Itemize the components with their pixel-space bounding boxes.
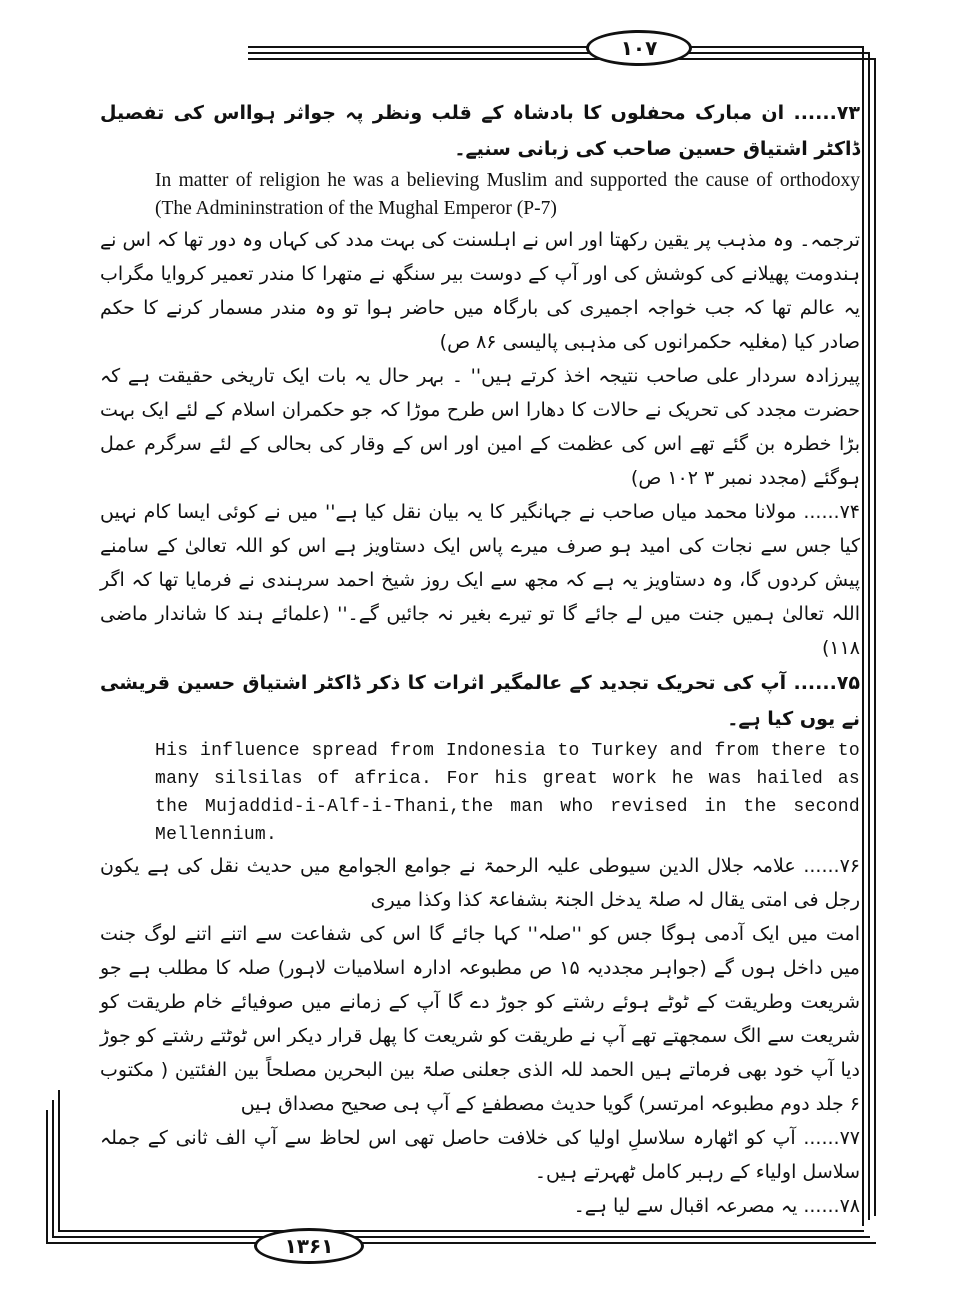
note-76: ۷۶...... علامہ جلال الدین سیوطی علیہ الرحمۃ نے جوامع الجوامع میں حدیث نقل کی ہے یکون رجل فی امتی یقال لہ صلۃ یدخل الجنۃ بشفاعۃ کذا وکذا میری (100, 855, 860, 911)
frame-top-line-2 (248, 52, 870, 54)
note-74: ۷۴...... مولانا محمد میاں صاحب نے جہانگیر کا یہ بیان نقل کیا ہے'' میں نے کوئی ایسا کام نہیں کیا جس سے نجات کی امید ہو صرف میرے پاس ایک دستاویز ہے اس کو اللہ تعالیٰ کے سامنے پیش کردوں گا، وہ دستاویز یہ ہے کہ مجھ سے ایک روز شیخ احمد سرہندی نے فرمایا تھا کہ اگر اللہ تعالیٰ ہمیں جنت میں لے جائے گا تو تیرے بغیر نہ جائیں گے۔'' (علمائے ہند کا شاندار ماضی ۱۱۸) (100, 501, 860, 659)
frame-top-line-1 (248, 46, 864, 48)
frame-left-line-1 (58, 1090, 60, 1232)
frame-top-line-3 (248, 58, 876, 60)
footer-page-number (254, 1228, 364, 1264)
note-73-continued: پیرزادہ سردار علی صاحب نتیجہ اخذ کرتے ہیں'' ۔ بہر حال یہ بات ایک تاریخی حقیقت ہے کہ حضرت مجدد کی تحریک نے حالات کا دھارا اس طرح موڑا کہ جو حکمران اسلام کے لئے ایک بہت بڑا خطرہ بن گئے تھے اس کی عظمت کے امین اور اس کے وقار کی بحالی کے لئے سرگرم عمل ہوگئے (مجدد نمبر ۳ ۱۰۲ ص) (100, 365, 860, 489)
english-quote-1: In matter of religion he was a believing Muslim and supported the cause of orthodoxy (The Admininstration of the Mughal Emperor (P-7) (155, 170, 860, 219)
note-77: ۷۷...... آپ کو اٹھارہ سلاسلِ اولیا کی خلافت حاصل تھی اس لحاظ سے آپ الف ثانی کے جملہ سلاسل اولیاء کے رہبر کامل ٹھہرتے ہیں۔ (100, 1127, 860, 1183)
frame-left-line-3 (46, 1110, 48, 1244)
header-page-number (586, 30, 692, 66)
note-73: ۷۳...... ان مبارک محفلوں کا بادشاہ کے قلب ونظر پہ جواثر ہوااس کی تفصیل ڈاکٹر اشتیاق حسین صاحب کی زبانی سنیے۔ (100, 102, 860, 160)
footer-page-number-text: ۱۳۶۱ (284, 1234, 334, 1258)
frame-right-line-2 (868, 52, 870, 1220)
frame-bottom-line-1 (58, 1230, 864, 1232)
translation-73: ترجمہ۔ وہ مذہب پر یقین رکھتا اور اس نے اہلسنت کی بہت مدد کی کہاں وہ دور تھا کہ اس نے ہندومت پھیلانے کی کوشش کی اور آپ کے دوست بیر سنگھ نے متھرا کا مندر تعمیر کروایا مگراب یہ عالم تھا کہ جب خواجہ اجمیری کی بارگاہ میں حاضر ہوا تو وہ مندر مسمار کرنے کا حکم صادر کیا (مغلیہ حکمرانوں کی مذہبی پالیسی ۸۶ ص) (100, 229, 860, 353)
header-page-number-text: ۱۰۷ (620, 36, 658, 60)
frame-left-line-2 (52, 1100, 54, 1238)
note-78: ۷۸...... یہ مصرعہ اقبال سے لیا ہے۔ (573, 1195, 860, 1217)
english-quote-2: His influence spread from Indonesia to Turkey and from there to many silsilas of africa. For his great work he was hailed as the Mujaddid-i-Alf-i-Thani,the man who revised in the second Mellennium. (155, 741, 860, 845)
note-76-continued: امت میں ایک آدمی ہوگا جس کو ''صلہ'' کہا جائے گا اس کی شفاعت سے اتنے اتنے لوگ جنت میں داخل ہوں گے (جواہر مجددیہ ۱۵ ص مطبوعہ ادارہ اسلامیات لاہور) صلہ کا مطلب ہے جو شریعت وطریقت کے ٹوٹے ہوئے رشتے کو جوڑ دے گا آپ کے زمانے میں صوفیائے خام طریقت کو شریعت سے الگ سمجھتے تھے آپ نے طریقت کو شریعت کا پھل قرار دیکر اس ٹوٹتے رشتے کو جوڑ دیا آپ خود بھی فرماتے ہیں الحمد للہ الذی جعلنی صلۃ بین البحرین مصلحاً بین الفئتین ( مکتوب ۶ جلد دوم مطبوعہ امرتسر) گویا حدیث مصطفےٰ کے آپ ہی صحیح مصداق ہیں (100, 923, 860, 1115)
frame-bottom-line-2 (52, 1236, 870, 1238)
frame-bottom-line-3 (46, 1242, 876, 1244)
note-75: ۷۵...... آپ کی تحریک تجدید کے عالمگیر اثرات کا ذکر ڈاکٹر اشتیاق حسین قریشی نے یوں کیا ہے۔ (100, 672, 860, 730)
frame-right-line-3 (874, 58, 876, 1216)
frame-right-line-1 (862, 46, 864, 1226)
page-body (100, 95, 860, 1223)
